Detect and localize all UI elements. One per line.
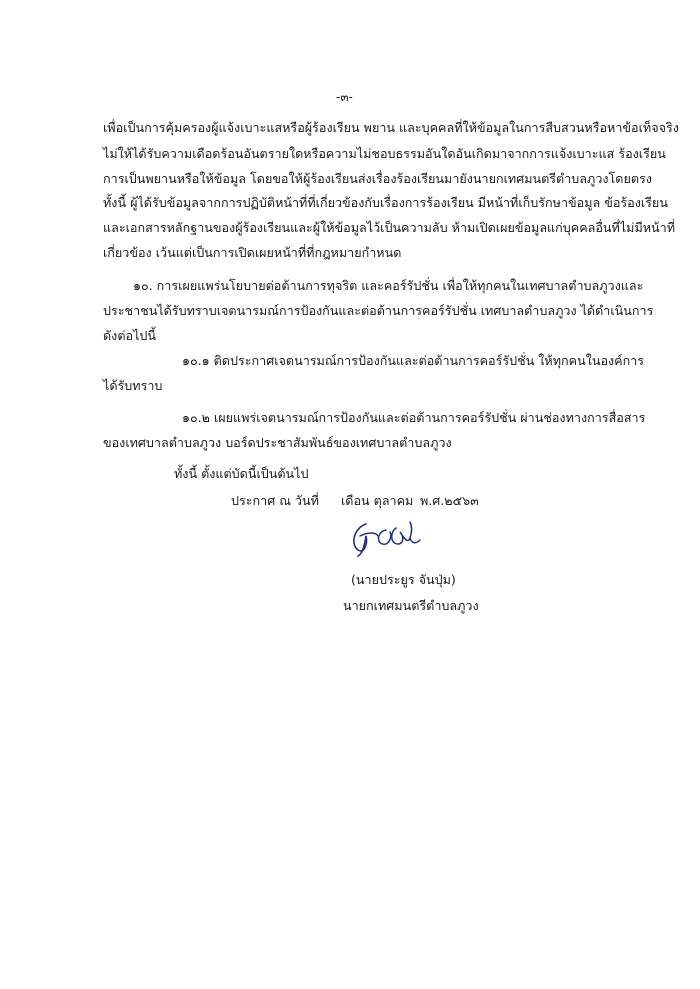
effective-line: ทั้งนี้ ตั้งแต่บัดนี้เป็นต้นไป — [174, 466, 309, 481]
paragraph-line: การเป็นพยานหรือให้ข้อมูล โดยขอให้ผู้ร้องเรียนส่งเรื่องร้องเรียนมายังนายกเทศมนตรีตำบลภูวงโดยตรง — [103, 171, 652, 186]
paragraph-line: ได้รับทราบ — [103, 378, 163, 393]
paragraph-line: ดังต่อไปนี้ — [103, 328, 157, 343]
section-10-2: ๑๐.๒ เผยแพร่เจตนารมณ์การป้องกันและต่อต้านการคอร์รัปชั่น ผ่านช่องทางการสื่อสาร — [182, 410, 646, 425]
signatory-position: นายกเทศมนตรีตำบลภูวง — [343, 598, 479, 613]
section-10-1: ๑๐.๑ ติดประกาศเจตนารมณ์การป้องกันและต่อต้านการคอร์รัปชั่น ให้ทุกคนในองค์การ — [182, 353, 645, 368]
paragraph-line: ทั้งนี้ ผู้ได้รับข้อมูลจากการปฏิบัติหน้าที่ที่เกี่ยวข้องกับเรื่องการร้องเรียน มีหน้าที่เก็บรักษาข้อมูล ข้อร้องเรียน — [103, 195, 668, 210]
paragraph-line: และเอกสารหลักฐานของผู้ร้องเรียนและผู้ให้ข้อมูลไว้เป็นความลับ ห้ามเปิดเผยข้อมูลแก่บุคคลอื่นที่ไม่มีหน้าที่ — [103, 220, 676, 235]
paragraph-line: เกี่ยวข้อง เว้นแต่เป็นการเปิดเผยหน้าที่ที่กฎหมายกำหนด — [103, 245, 402, 260]
paragraph-line: เพื่อเป็นการคุ้มครองผู้แจ้งเบาะแสหรือผู้ร้องเรียน พยาน และบุคคลที่ให้ข้อมูลในการสืบสวนหรือหาข้อเท็จจริง — [103, 120, 679, 135]
announcement-month: เดือน ตุลาคม — [341, 493, 414, 508]
paragraph-line: ประชาชนได้รับทราบเจตนารมณ์การป้องกันและต่อต้านการคอร์รัปชั่น เทศบาลตำบลภูวง ได้ดำเนินการ — [103, 303, 654, 318]
paragraph-line: ไม่ให้ได้รับความเดือดร้อนอันตรายใดหรือความไม่ชอบธรรมอันใดอันเกิดมาจากการแจ้งเบาะแส ร้องเรียน — [103, 146, 666, 161]
announcement-prefix: ประกาศ ณ วันที่ — [231, 493, 319, 508]
paragraph-line: ของเทศบาลตำบลภูวง บอร์ดประชาสัมพันธ์ของเทศบาลตำบลภูวง — [103, 435, 452, 450]
page-number: -๓- — [336, 90, 353, 104]
section-10-heading: ๑๐. การเผยแพร่นโยบายต่อต้านการทุจริต และคอร์รัปชั่น เพื่อให้ทุกคนในเทศบาลตำบลภูวงและ — [133, 278, 644, 293]
signature-image — [346, 514, 426, 558]
signatory-name: (นายประยูร จันปุ่ม) — [351, 572, 456, 587]
announcement-year: พ.ศ.๒๕๖๓ — [420, 493, 479, 508]
